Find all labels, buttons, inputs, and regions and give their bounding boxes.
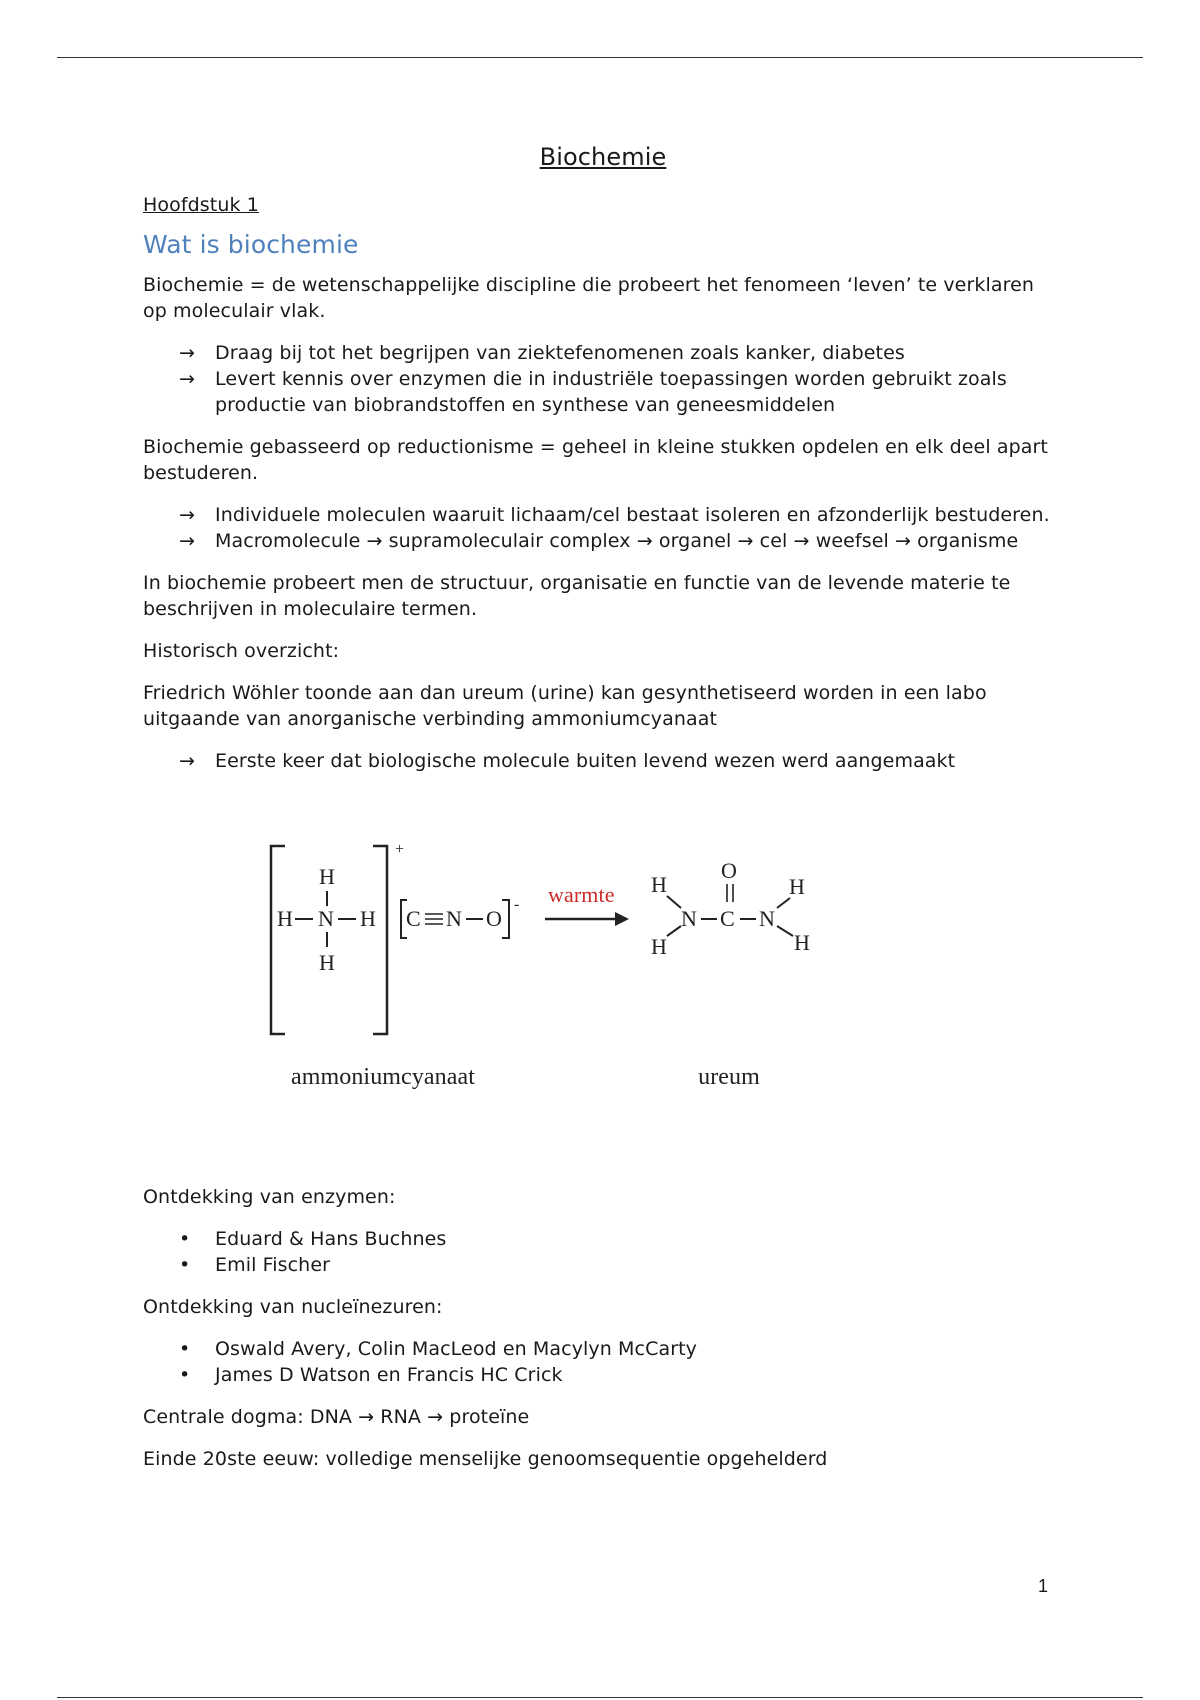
paragraph-nucleic-acids: Ontdekking van nucleïnezuren: [143, 1296, 443, 1318]
atom-n-ammonium: N [318, 906, 334, 931]
atom-c-urea: C [720, 906, 735, 931]
reactant-label: ammoniumcyanaat [290, 1064, 476, 1090]
paragraph-reductionism: Biochemie gebasseerd op reductionisme = geheel in kleine stukken opdelen en elk deel apart bestuderen. [143, 436, 1048, 484]
list-item: → Eerste keer dat biologische molecule buiten levend wezen werd aangemaakt [179, 750, 956, 772]
arrow-icon: → [179, 750, 196, 772]
atom-n-urea-1: N [681, 906, 697, 931]
list-item: • Oswald Avery, Colin MacLeod en Macylyn McCarty [179, 1338, 698, 1360]
bullet-icon: • [179, 1254, 191, 1276]
atom-h-urea-3: H [789, 874, 805, 899]
paragraph-central-dogma: Centrale dogma: DNA → RNA → proteïne [143, 1406, 530, 1428]
page-content [143, 140, 1063, 1488]
atom-h-urea-1: H [651, 872, 667, 897]
atom-h-urea-4: H [794, 930, 810, 955]
footer-rule [57, 1697, 1143, 1698]
paragraph-wohler: Friedrich Wöhler toonde aan dan ureum (urine) kan gesynthetiseerd worden in een labo uitgaande van anorganische verbinding ammoniumcyanaat [143, 682, 987, 730]
bracket-left [271, 846, 285, 1034]
paragraph-definition: Biochemie = de wetenschappelijke discipline die probeert het fenomeen ‘leven’ te verklaren op moleculair vlak. [143, 274, 1035, 322]
reaction-condition: warmte [548, 882, 615, 907]
atom-o-urea: O [721, 858, 737, 883]
bond [667, 926, 681, 936]
reaction-diagram [143, 794, 1063, 1184]
arrow-list-applications [143, 340, 1063, 418]
arrow-icon: → [179, 342, 196, 364]
list-item: → Levert kennis over enzymen die in industriële toepassingen worden gebruikt zoals productie van biobrandstoffen en synthese van geneesmiddelen [179, 368, 1007, 416]
list-item: • Eduard & Hans Buchnes [179, 1228, 447, 1250]
bond [777, 898, 790, 908]
header-rule [57, 57, 1143, 58]
list-item: • Emil Fischer [179, 1254, 331, 1276]
page-title: Biochemie [539, 143, 667, 171]
section-heading: Wat is biochemie [143, 230, 359, 259]
atom-h-bottom: H [319, 950, 335, 975]
list-item: → Individuele moleculen waaruit lichaam/cel bestaat isoleren en afzonderlijk bestuderen. [179, 504, 1050, 526]
bond [777, 926, 793, 936]
atom-h-urea-2: H [651, 934, 667, 959]
paragraph-genome: Einde 20ste eeuw: volledige menselijke genoomsequentie opgehelderd [143, 1448, 828, 1470]
urea-synthesis-figure [263, 804, 963, 1174]
arrow-list-reductionism [143, 502, 1063, 554]
page-number: 1 [1038, 1576, 1049, 1596]
product-label: ureum [698, 1064, 760, 1090]
atom-c-cyanate: C [406, 906, 421, 931]
paragraph-enzymes: Ontdekking van enzymen: [143, 1186, 396, 1208]
list-item: → Draag bij tot het begrijpen van ziektefenomenen zoals kanker, diabetes [179, 342, 905, 364]
atom-n-urea-2: N [759, 906, 775, 931]
arrow-icon: → [179, 504, 196, 526]
atom-h-left: H [277, 906, 293, 931]
atom-h-right: H [360, 906, 376, 931]
list-item: • James D Watson en Francis HC Crick [179, 1364, 563, 1386]
atom-n-cyanate: N [446, 906, 462, 931]
plus-charge: + [395, 841, 405, 858]
atom-h-top: H [319, 864, 335, 889]
arrow-list-wohler [143, 748, 1063, 774]
bullet-icon: • [179, 1228, 191, 1250]
bullet-icon: • [179, 1338, 191, 1360]
paragraph-structure: In biochemie probeert men de structuur, organisatie en functie van de levende materie te beschrijven in moleculaire termen. [143, 572, 1011, 620]
list-item: → Macromolecule → supramoleculair complex → organel → cel → weefsel → organisme [179, 530, 1019, 552]
minus-charge: - [514, 896, 520, 913]
bracket-right-cyanate [502, 900, 509, 938]
atom-o-cyanate: O [486, 906, 502, 931]
bullet-list-nucleic-acids [143, 1336, 1063, 1388]
bullet-list-enzymes [143, 1226, 1063, 1278]
arrow-icon: → [179, 530, 196, 552]
bond [667, 896, 681, 908]
arrow-head-icon [615, 912, 629, 926]
arrow-icon: → [179, 368, 196, 390]
bracket-right [373, 846, 387, 1034]
bullet-icon: • [179, 1364, 191, 1386]
paragraph-history-heading: Historisch overzicht: [143, 640, 340, 662]
chapter-label: Hoofdstuk 1 [143, 194, 259, 216]
